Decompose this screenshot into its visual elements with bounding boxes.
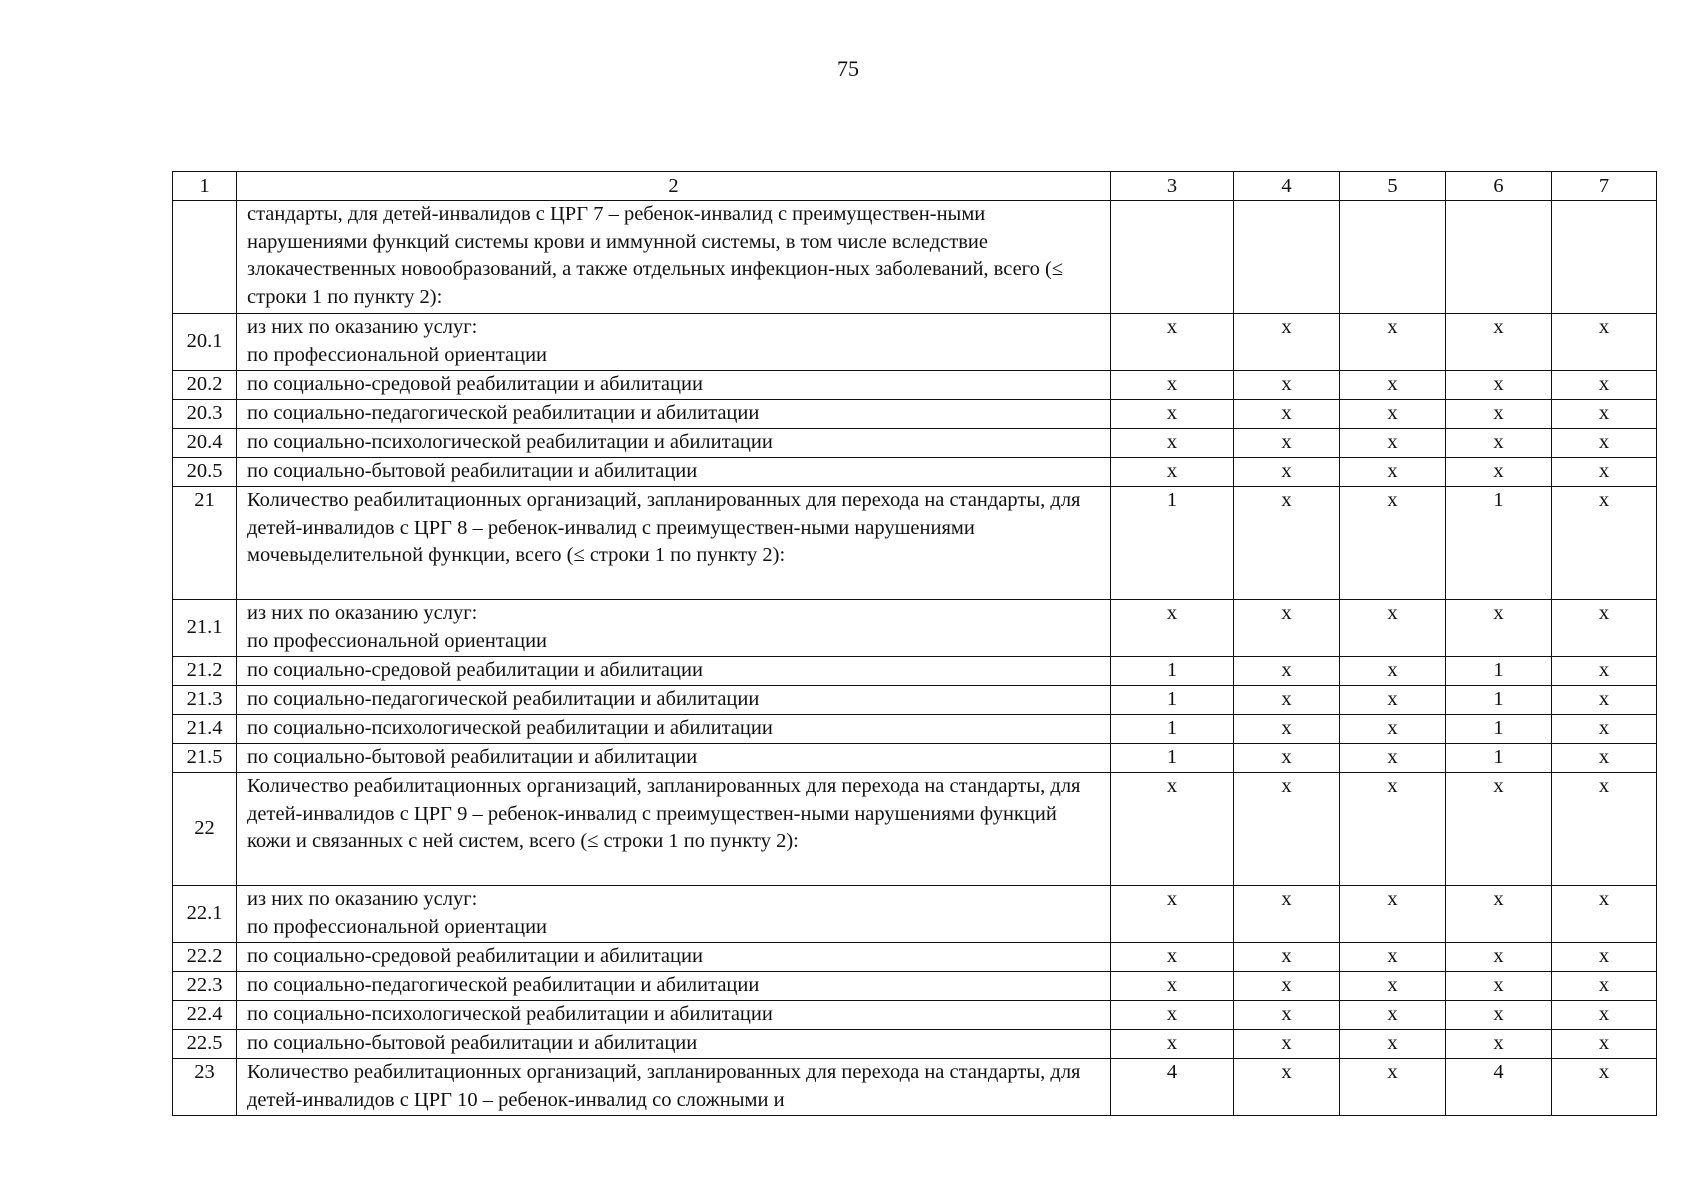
row-value: х bbox=[1234, 487, 1340, 600]
row-value: 1 bbox=[1111, 715, 1234, 744]
row-value: х bbox=[1552, 1059, 1657, 1116]
row-description bbox=[237, 886, 1111, 943]
row-description: по социально-психологической реабилитации и абилитации bbox=[237, 1001, 1111, 1030]
table-row bbox=[173, 1001, 1657, 1030]
row-description: по социально-средовой реабилитации и абилитации bbox=[237, 371, 1111, 400]
row-value: х bbox=[1446, 972, 1552, 1001]
row-value bbox=[1111, 201, 1234, 314]
row-value: х bbox=[1111, 943, 1234, 972]
row-value: х bbox=[1446, 429, 1552, 458]
row-description: по социально-средовой реабилитации и абилитации bbox=[237, 943, 1111, 972]
row-description: Количество реабилитационных организаций, запланированных для перехода на стандарты, для детей-инвалидов с ЦРГ 10 – ребенок-инвалид со сложными и bbox=[237, 1059, 1111, 1116]
row-description: по социально-бытовой реабилитации и абилитации bbox=[237, 1030, 1111, 1059]
row-description: по социально-педагогической реабилитации и абилитации bbox=[237, 400, 1111, 429]
row-number: 20.2 bbox=[173, 371, 237, 400]
row-number: 21.3 bbox=[173, 686, 237, 715]
row-value: х bbox=[1446, 600, 1552, 657]
column-header: 3 bbox=[1111, 172, 1234, 201]
row-value: х bbox=[1111, 1030, 1234, 1059]
row-number: 22.5 bbox=[173, 1030, 237, 1059]
row-number: 20.5 bbox=[173, 458, 237, 487]
row-description-line: из них по оказанию услуг: bbox=[247, 602, 478, 624]
row-value: х bbox=[1111, 1001, 1234, 1030]
row-value: х bbox=[1111, 400, 1234, 429]
table-row bbox=[173, 400, 1657, 429]
row-value: х bbox=[1111, 429, 1234, 458]
row-description: по социально-бытовой реабилитации и абилитации bbox=[237, 744, 1111, 773]
row-value: х bbox=[1234, 715, 1340, 744]
table-row bbox=[173, 657, 1657, 686]
table-row bbox=[173, 458, 1657, 487]
row-number: 22.4 bbox=[173, 1001, 237, 1030]
table-row bbox=[173, 1059, 1657, 1116]
row-description-line: из них по оказанию услуг: bbox=[247, 316, 478, 338]
row-value: х bbox=[1111, 972, 1234, 1001]
table-row bbox=[173, 886, 1657, 943]
row-value: х bbox=[1446, 1030, 1552, 1059]
row-value: х bbox=[1446, 1001, 1552, 1030]
table-row bbox=[173, 201, 1657, 314]
row-value: х bbox=[1552, 773, 1657, 886]
column-header: 2 bbox=[237, 172, 1111, 201]
row-number: 21.1 bbox=[173, 600, 237, 657]
row-value: х bbox=[1552, 1030, 1657, 1059]
row-value: х bbox=[1234, 1030, 1340, 1059]
row-value: х bbox=[1552, 686, 1657, 715]
row-description: по социально-психологической реабилитации и абилитации bbox=[237, 715, 1111, 744]
row-value: х bbox=[1234, 458, 1340, 487]
row-number bbox=[173, 201, 237, 314]
table-row bbox=[173, 715, 1657, 744]
row-value bbox=[1552, 201, 1657, 314]
row-value: х bbox=[1446, 886, 1552, 943]
row-value: х bbox=[1552, 487, 1657, 600]
row-number: 22.2 bbox=[173, 943, 237, 972]
row-value: х bbox=[1340, 458, 1446, 487]
row-value: х bbox=[1552, 1001, 1657, 1030]
row-number: 21.2 bbox=[173, 657, 237, 686]
row-value: х bbox=[1446, 773, 1552, 886]
row-number: 20.3 bbox=[173, 400, 237, 429]
row-value: х bbox=[1340, 1030, 1446, 1059]
row-description: Количество реабилитационных организаций, запланированных для перехода на стандарты, для детей-инвалидов с ЦРГ 9 – ребенок-инвалид с преимуществен-ными нарушениями функций кожи и связанных с ней систем, всего (≤ строки 1 по пункту 2): bbox=[237, 773, 1111, 886]
row-value: 1 bbox=[1111, 744, 1234, 773]
row-number: 21 bbox=[173, 487, 237, 600]
row-description-line: из них по оказанию услуг: bbox=[247, 888, 478, 910]
row-value: х bbox=[1552, 429, 1657, 458]
row-value: х bbox=[1234, 1059, 1340, 1116]
row-value: х bbox=[1552, 972, 1657, 1001]
row-value: 1 bbox=[1446, 686, 1552, 715]
column-header: 1 bbox=[173, 172, 237, 201]
row-value: х bbox=[1552, 600, 1657, 657]
row-value: 4 bbox=[1111, 1059, 1234, 1116]
row-description: Количество реабилитационных организаций, запланированных для перехода на стандарты, для детей-инвалидов с ЦРГ 8 – ребенок-инвалид с преимуществен-ными нарушениями мочевыделительной функции, всего (≤ строки 1 по пункту 2): bbox=[237, 487, 1111, 600]
row-description: по социально-педагогической реабилитации и абилитации bbox=[237, 972, 1111, 1001]
row-value: х bbox=[1340, 886, 1446, 943]
row-value: х bbox=[1111, 458, 1234, 487]
table-row bbox=[173, 1030, 1657, 1059]
row-description-line: по профессиональной ориентации bbox=[247, 343, 548, 366]
row-value: х bbox=[1340, 371, 1446, 400]
table-row bbox=[173, 487, 1657, 600]
row-value: х bbox=[1234, 886, 1340, 943]
row-value: х bbox=[1234, 600, 1340, 657]
row-description: по социально-бытовой реабилитации и абилитации bbox=[237, 458, 1111, 487]
row-value: х bbox=[1340, 600, 1446, 657]
row-description: по социально-средовой реабилитации и абилитации bbox=[237, 657, 1111, 686]
row-value: х bbox=[1340, 686, 1446, 715]
row-value: х bbox=[1552, 886, 1657, 943]
column-header: 4 bbox=[1234, 172, 1340, 201]
row-value: х bbox=[1340, 943, 1446, 972]
table-row bbox=[173, 600, 1657, 657]
table-row bbox=[173, 943, 1657, 972]
row-value bbox=[1340, 201, 1446, 314]
table-row bbox=[173, 371, 1657, 400]
row-value bbox=[1446, 201, 1552, 314]
row-value: х bbox=[1552, 314, 1657, 371]
row-description-line: по профессиональной ориентации bbox=[247, 629, 548, 652]
column-header: 6 bbox=[1446, 172, 1552, 201]
row-number: 21.4 bbox=[173, 715, 237, 744]
row-value: х bbox=[1111, 371, 1234, 400]
report-table bbox=[172, 171, 1657, 1116]
row-description bbox=[237, 600, 1111, 657]
row-value: х bbox=[1340, 1059, 1446, 1116]
row-number: 23 bbox=[173, 1059, 237, 1116]
row-value bbox=[1234, 201, 1340, 314]
row-value: х bbox=[1111, 773, 1234, 886]
row-value: 1 bbox=[1446, 715, 1552, 744]
row-value: х bbox=[1234, 686, 1340, 715]
row-value: х bbox=[1552, 400, 1657, 429]
row-number: 22 bbox=[173, 773, 237, 886]
row-value: х bbox=[1340, 429, 1446, 458]
row-value: х bbox=[1552, 371, 1657, 400]
row-value: х bbox=[1446, 400, 1552, 429]
row-value: х bbox=[1340, 773, 1446, 886]
row-value: х bbox=[1340, 657, 1446, 686]
row-value: х bbox=[1234, 429, 1340, 458]
row-value: х bbox=[1552, 744, 1657, 773]
row-number: 21.5 bbox=[173, 744, 237, 773]
row-value: х bbox=[1446, 314, 1552, 371]
row-value: 4 bbox=[1446, 1059, 1552, 1116]
row-value: 1 bbox=[1446, 487, 1552, 600]
row-value: х bbox=[1340, 487, 1446, 600]
row-description: по социально-психологической реабилитации и абилитации bbox=[237, 429, 1111, 458]
row-value: х bbox=[1234, 943, 1340, 972]
column-header: 7 bbox=[1552, 172, 1657, 201]
row-value: 1 bbox=[1111, 686, 1234, 715]
row-value: х bbox=[1234, 1001, 1340, 1030]
table-row bbox=[173, 773, 1657, 886]
row-number: 22.1 bbox=[173, 886, 237, 943]
row-number: 20.4 bbox=[173, 429, 237, 458]
row-value: 1 bbox=[1111, 487, 1234, 600]
table-row bbox=[173, 314, 1657, 371]
row-value: х bbox=[1446, 371, 1552, 400]
row-value: х bbox=[1552, 657, 1657, 686]
row-value: х bbox=[1552, 458, 1657, 487]
row-value: х bbox=[1111, 314, 1234, 371]
row-value: х bbox=[1111, 886, 1234, 943]
row-value: х bbox=[1340, 400, 1446, 429]
row-value: х bbox=[1340, 744, 1446, 773]
row-value: х bbox=[1234, 400, 1340, 429]
row-value: 1 bbox=[1111, 657, 1234, 686]
row-description: стандарты, для детей-инвалидов с ЦРГ 7 – ребенок-инвалид с преимуществен-ными нарушениями функций системы крови и иммунной системы, в том числе вследствие злокачественных новообразований, а также отдельных инфекцион-ных заболеваний, всего (≤ строки 1 по пункту 2): bbox=[237, 201, 1111, 314]
row-description-line: по профессиональной ориентации bbox=[247, 915, 548, 938]
table-row bbox=[173, 686, 1657, 715]
row-value: х bbox=[1234, 773, 1340, 886]
page-number: 75 bbox=[837, 56, 859, 81]
column-header: 5 bbox=[1340, 172, 1446, 201]
row-value: 1 bbox=[1446, 657, 1552, 686]
row-value: х bbox=[1446, 458, 1552, 487]
row-value: х bbox=[1234, 371, 1340, 400]
table-header-row bbox=[173, 172, 1657, 201]
row-value: х bbox=[1552, 715, 1657, 744]
row-number: 20.1 bbox=[173, 314, 237, 371]
table-row bbox=[173, 972, 1657, 1001]
row-value: х bbox=[1552, 943, 1657, 972]
row-value: х bbox=[1340, 972, 1446, 1001]
row-description bbox=[237, 314, 1111, 371]
row-value: х bbox=[1234, 972, 1340, 1001]
table-row bbox=[173, 744, 1657, 773]
row-value: х bbox=[1340, 715, 1446, 744]
row-value: х bbox=[1234, 657, 1340, 686]
row-value: х bbox=[1446, 943, 1552, 972]
row-value: х bbox=[1340, 1001, 1446, 1030]
row-value: х bbox=[1111, 600, 1234, 657]
row-value: 1 bbox=[1446, 744, 1552, 773]
row-description: по социально-педагогической реабилитации и абилитации bbox=[237, 686, 1111, 715]
table-row bbox=[173, 429, 1657, 458]
row-number: 22.3 bbox=[173, 972, 237, 1001]
row-value: х bbox=[1234, 744, 1340, 773]
row-value: х bbox=[1340, 314, 1446, 371]
row-value: х bbox=[1234, 314, 1340, 371]
